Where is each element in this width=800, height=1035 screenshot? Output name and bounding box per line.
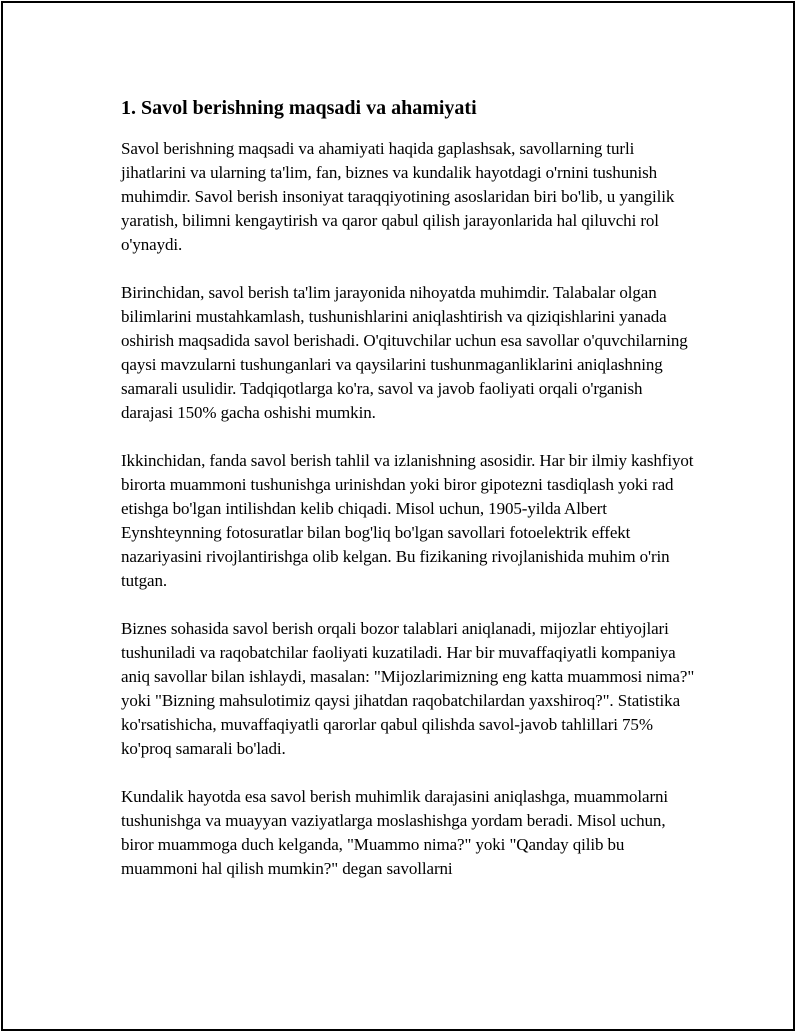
section-heading: 1. Savol berishning maqsadi va ahamiyati bbox=[121, 97, 477, 119]
paragraph-science: Ikkinchidan, fanda savol berish tahlil va izlanishning asosidir. Har bir ilmiy kashfiyot birorta muammoni tushunishga urinishdan yoki biror gipotezni tasdiqlash yoki rad etishga bo'lgan intilishdan kelib chiqadi. Misol uchun, 1905-yilda Albert Eynshteynning fotosuratlar bilan bog'liq bo'lgan savollari fotoelektrik effekt nazariyasini rivojlantirishga olib kelgan. Bu fizikaning rivojlanishida muhim o'rin tutgan. bbox=[121, 451, 694, 590]
paragraph-daily-life: Kundalik hayotda esa savol berish muhimlik darajasini aniqlashga, muammolarni tushunishga va muayyan vaziyatlarga moslashishga yordam beradi. Misol uchun, biror muammoga duch kelganda, "Muammo nima?" yoki "Qanday qilib bu muammoni hal qilish mumkin?" degan savollarni bbox=[121, 787, 669, 878]
paragraph-intro: Savol berishning maqsadi va ahamiyati haqida gaplashsak, savollarning turli jihatlarini va ularning ta'lim, fan, biznes va kundalik hayotdagi o'rnini tushunish muhimdir. Savol berish insoniyat taraqqiyotining asoslaridan biri bo'lib, u yangilik yaratish, bilimni kengaytirish va qaror qabul qilish jarayonlarida hal qiluvchi rol o'ynaydi. bbox=[121, 139, 675, 254]
paragraph-business: Biznes sohasida savol berish orqali bozor talablari aniqlanadi, mijozlar ehtiyojlari tushuniladi va raqobatchilar faoliyati kuzatiladi. Har bir muvaffaqiyatli kompaniya aniq savollar bilan ishlaydi, masalan: "Mijozlarimizning eng katta muammosi nima?" yoki "Bizning mahsulotimiz qaysi jihatdan raqobatchilardan yaxshiroq?". Statistika ko'rsatishicha, muvaffaqiyatli qarorlar qabul qilishda savol-javob tahlillari 75% ko'proq samarali bo'ladi. bbox=[121, 619, 695, 758]
document-content bbox=[121, 93, 696, 881]
paragraph-education: Birinchidan, savol berish ta'lim jarayonida nihoyatda muhimdir. Talabalar olgan bilimlarini mustahkamlash, tushunishlarini aniqlashtirish va qiziqishlarini yanada oshirish maqsadida savol berishadi. O'qituvchilar uchun esa savollar o'quvchilarning qaysi mavzularni tushunganlari va qaysilarini tushunmaganliklarini aniqlashning samarali usulidir. Tadqiqotlarga ko'ra, savol va javob faoliyati orqali o'rganish darajasi 150% gacha oshishi mumkin. bbox=[121, 283, 688, 422]
document-page bbox=[1, 1, 795, 1031]
